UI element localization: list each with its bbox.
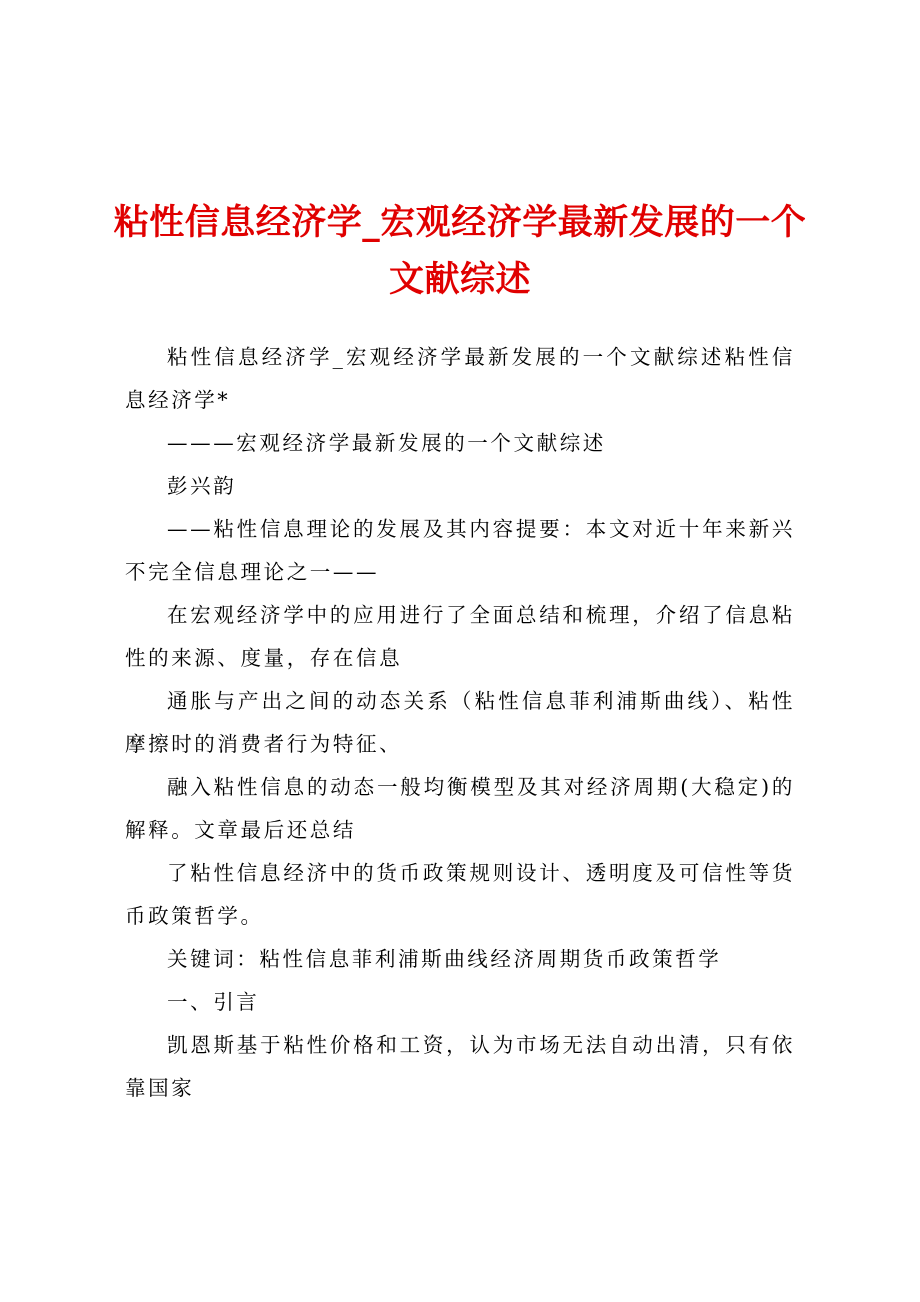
document-title: 粘性信息经济学_宏观经济学最新发展的一个文献综述 [113, 203, 807, 300]
body-paragraph: 一、引言 [167, 990, 260, 1014]
body-paragraph: 关键词：粘性信息菲利浦斯曲线经济周期货币政策哲学 [167, 947, 722, 971]
body-paragraph: 凯恩斯基于粘性价格和工资，认为市场无法自动出清，只有依靠国家 [125, 1033, 795, 1100]
body-paragraph: 了粘性信息经济中的货币政策规则设计、透明度及可信性等货币政策哲学。 [125, 861, 795, 928]
body-paragraph: 彭兴韵 [167, 474, 237, 498]
document-body [125, 336, 795, 1110]
body-paragraph: ———宏观经济学最新发展的一个文献综述 [167, 431, 606, 455]
body-paragraph: 通胀与产出之间的动态关系（粘性信息菲利浦斯曲线）、粘性摩擦时的消费者行为特征、 [125, 689, 795, 756]
body-paragraph: 在宏观经济学中的应用进行了全面总结和梳理，介绍了信息粘性的来源、度量，存在信息 [125, 603, 795, 670]
body-paragraph: ——粘性信息理论的发展及其内容提要：本文对近十年来新兴不完全信息理论之一—— [125, 517, 795, 584]
body-paragraph: 融入粘性信息的动态一般均衡模型及其对经济周期(大稳定)的解释。文章最后还总结 [125, 775, 795, 842]
body-paragraph: 粘性信息经济学_宏观经济学最新发展的一个文献综述粘性信息经济学* [125, 345, 795, 412]
